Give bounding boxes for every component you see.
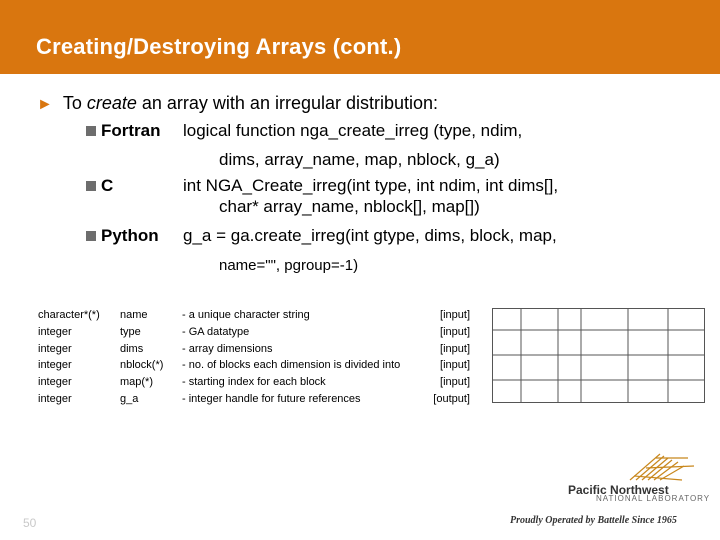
arg-names-column [120, 307, 163, 408]
arg-name: map(*) [120, 376, 154, 389]
square-bullet-icon [86, 231, 96, 241]
square-bullet-icon [86, 126, 96, 136]
c-line-1: int NGA_Create_irreg(int type, int ndim, int dims[], [183, 176, 559, 195]
arg-description: - integer handle for future references [182, 392, 361, 405]
fortran-line-2: dims, array_name, map, nblock, g_a) [219, 150, 500, 169]
arg-description: - starting index for each block [182, 376, 326, 389]
arg-type: integer [38, 376, 72, 389]
arg-desc-column [182, 307, 400, 408]
pnnl-logo-icon [560, 450, 700, 486]
python-line-2: name="", pgroup=-1) [219, 257, 359, 274]
slide-title: Creating/Destroying Arrays (cont.) [36, 34, 402, 59]
arg-description: - GA datatype [182, 325, 250, 338]
arg-name: dims [120, 342, 144, 355]
fortran-label: Fortran [101, 121, 161, 140]
battelle-tagline: Proudly Operated by Battelle Since 1965 [510, 515, 677, 526]
arg-io: [input] [440, 342, 470, 355]
arg-io: [input] [440, 309, 470, 321]
logo-subtitle: NATIONAL LABORATORY [596, 494, 711, 503]
arrow-bullet-icon: ► [37, 96, 53, 113]
arg-name: type [120, 325, 141, 338]
arg-name: name [120, 309, 148, 321]
arg-io: [input] [440, 325, 470, 338]
arg-description: - array dimensions [182, 342, 273, 355]
arg-type: integer [38, 325, 72, 338]
page-number: 50 [23, 516, 37, 530]
arg-name: g_a [120, 392, 139, 405]
intro-emphasis: create [86, 93, 137, 113]
arg-name: nblock(*) [120, 359, 164, 372]
intro-line [37, 93, 438, 114]
arg-io: [output] [433, 392, 470, 405]
irregular-distribution-grid [492, 308, 706, 404]
arg-type: integer [38, 359, 72, 372]
c-label: C [101, 176, 114, 195]
arg-io: [input] [440, 376, 470, 389]
python-label: Python [101, 226, 159, 245]
intro-suffix: an array with an irregular distribution: [136, 93, 439, 113]
arg-description: - no. of blocks each dimension is divided into [182, 359, 401, 372]
arg-types-column [38, 307, 100, 408]
arg-description: - a unique character string [182, 309, 310, 321]
arg-io-column [410, 307, 470, 408]
square-bullet-icon [86, 181, 96, 191]
python-line-1: g_a = ga.create_irreg(int gtype, dims, block, map, [183, 226, 557, 245]
arg-type: integer [38, 392, 72, 405]
arg-type: character*(*) [38, 309, 100, 321]
fortran-line-1: logical function nga_create_irreg (type, ndim, [183, 121, 523, 140]
arg-io: [input] [440, 359, 470, 372]
logo-name: Pacific Northwest [568, 483, 669, 497]
intro-prefix: To [62, 93, 87, 113]
c-line-2: char* array_name, nblock[], map[]) [219, 197, 480, 216]
arg-type: integer [38, 342, 72, 355]
